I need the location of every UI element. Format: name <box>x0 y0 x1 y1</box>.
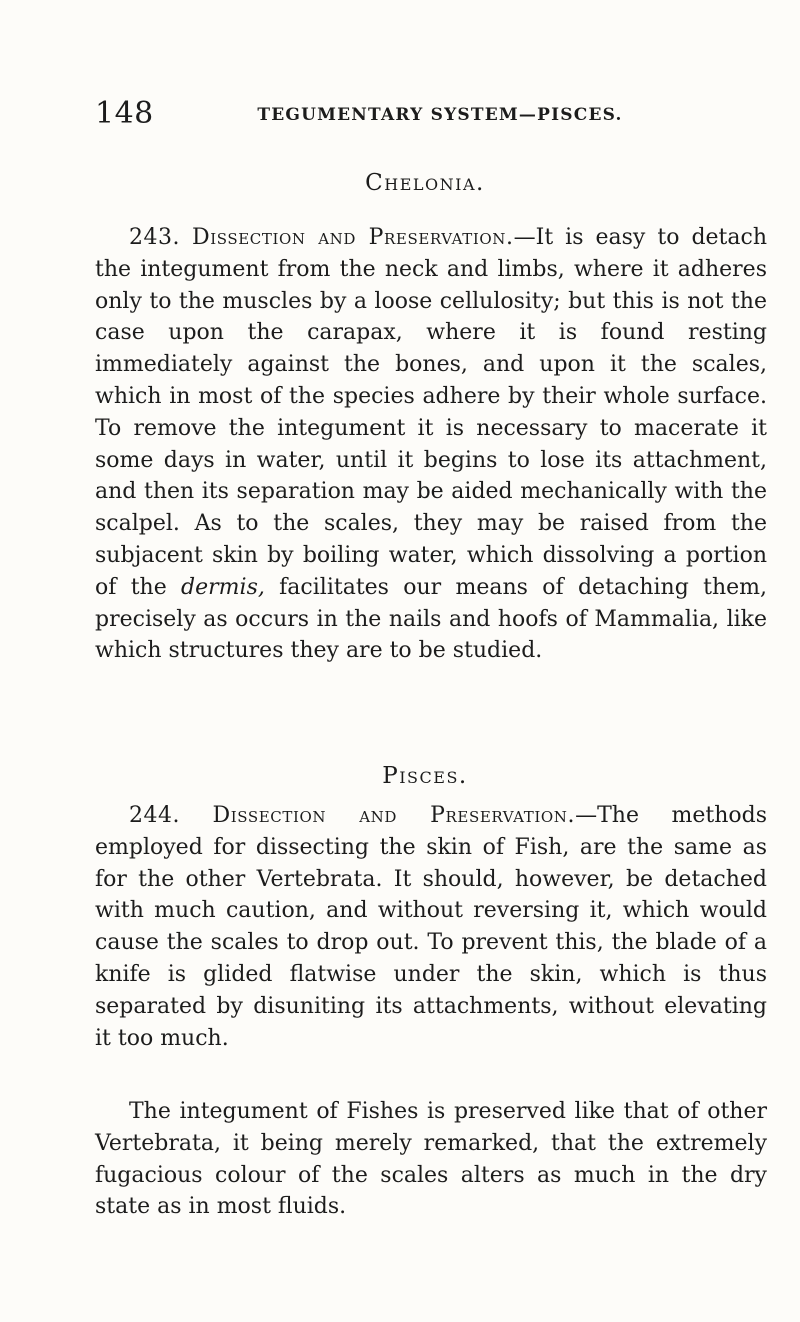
italic-term: dermis, <box>181 574 265 600</box>
paragraph-lead: Dissection and Preservation. <box>212 803 576 828</box>
running-head-title: TEGUMENTARY SYSTEM—PISCES. <box>257 105 623 125</box>
section-title-pisces: Pisces. <box>382 763 468 789</box>
paragraph-text: —It is easy to detach the integument from the neck and limbs, where it adheres only to the muscles by a loose cellulosity; but this is not the case upon the carapax, where it is found resting immediately against the bones, and upon it the scales, which in most of the species adhere by their whole surface. To remove the integument it is necessary to macerate it some days in water, until it begins to lose its attachment, and then its separation may be aided mechanically with the scalpel. As to the scales, they may be raised from the subjacent skin by boiling water, which dissolving a portion of the <box>95 225 768 600</box>
section-title-chelonia: Chelonia. <box>365 170 485 196</box>
paragraph-lead: Dissection and Preservation. <box>192 225 514 250</box>
paragraph-244 <box>95 800 767 1054</box>
paragraph-number: 243. <box>129 225 180 250</box>
paragraph-text-continued: facilitates our means of detaching them, precisely as occurs in the nails and hoofs of Mammalia, like which structures they are to be studied. <box>95 574 767 664</box>
paragraph-number: 244. <box>129 803 180 828</box>
paragraph-text: —The methods employed for dissecting the skin of Fish, are the same as for the other Vertebrata. It should, however, be detached with much caution, and without reversing it, which would cause the scales to drop out. To prevent this, the blade of a knife is glided flatwise under the skin, which is thus separated by disuniting its attachments, without elevating it too much. <box>95 803 767 1051</box>
page-number: 148 <box>95 96 154 131</box>
paragraph-integument-fishes: The integument of Fishes is preserved like that of other Vertebrata, it being merely remarked, that the extremely fugacious colour of the scales alters as much in the dry state as in most fluids. <box>95 1099 767 1220</box>
running-head <box>95 96 755 140</box>
paragraph-243 <box>95 222 767 667</box>
